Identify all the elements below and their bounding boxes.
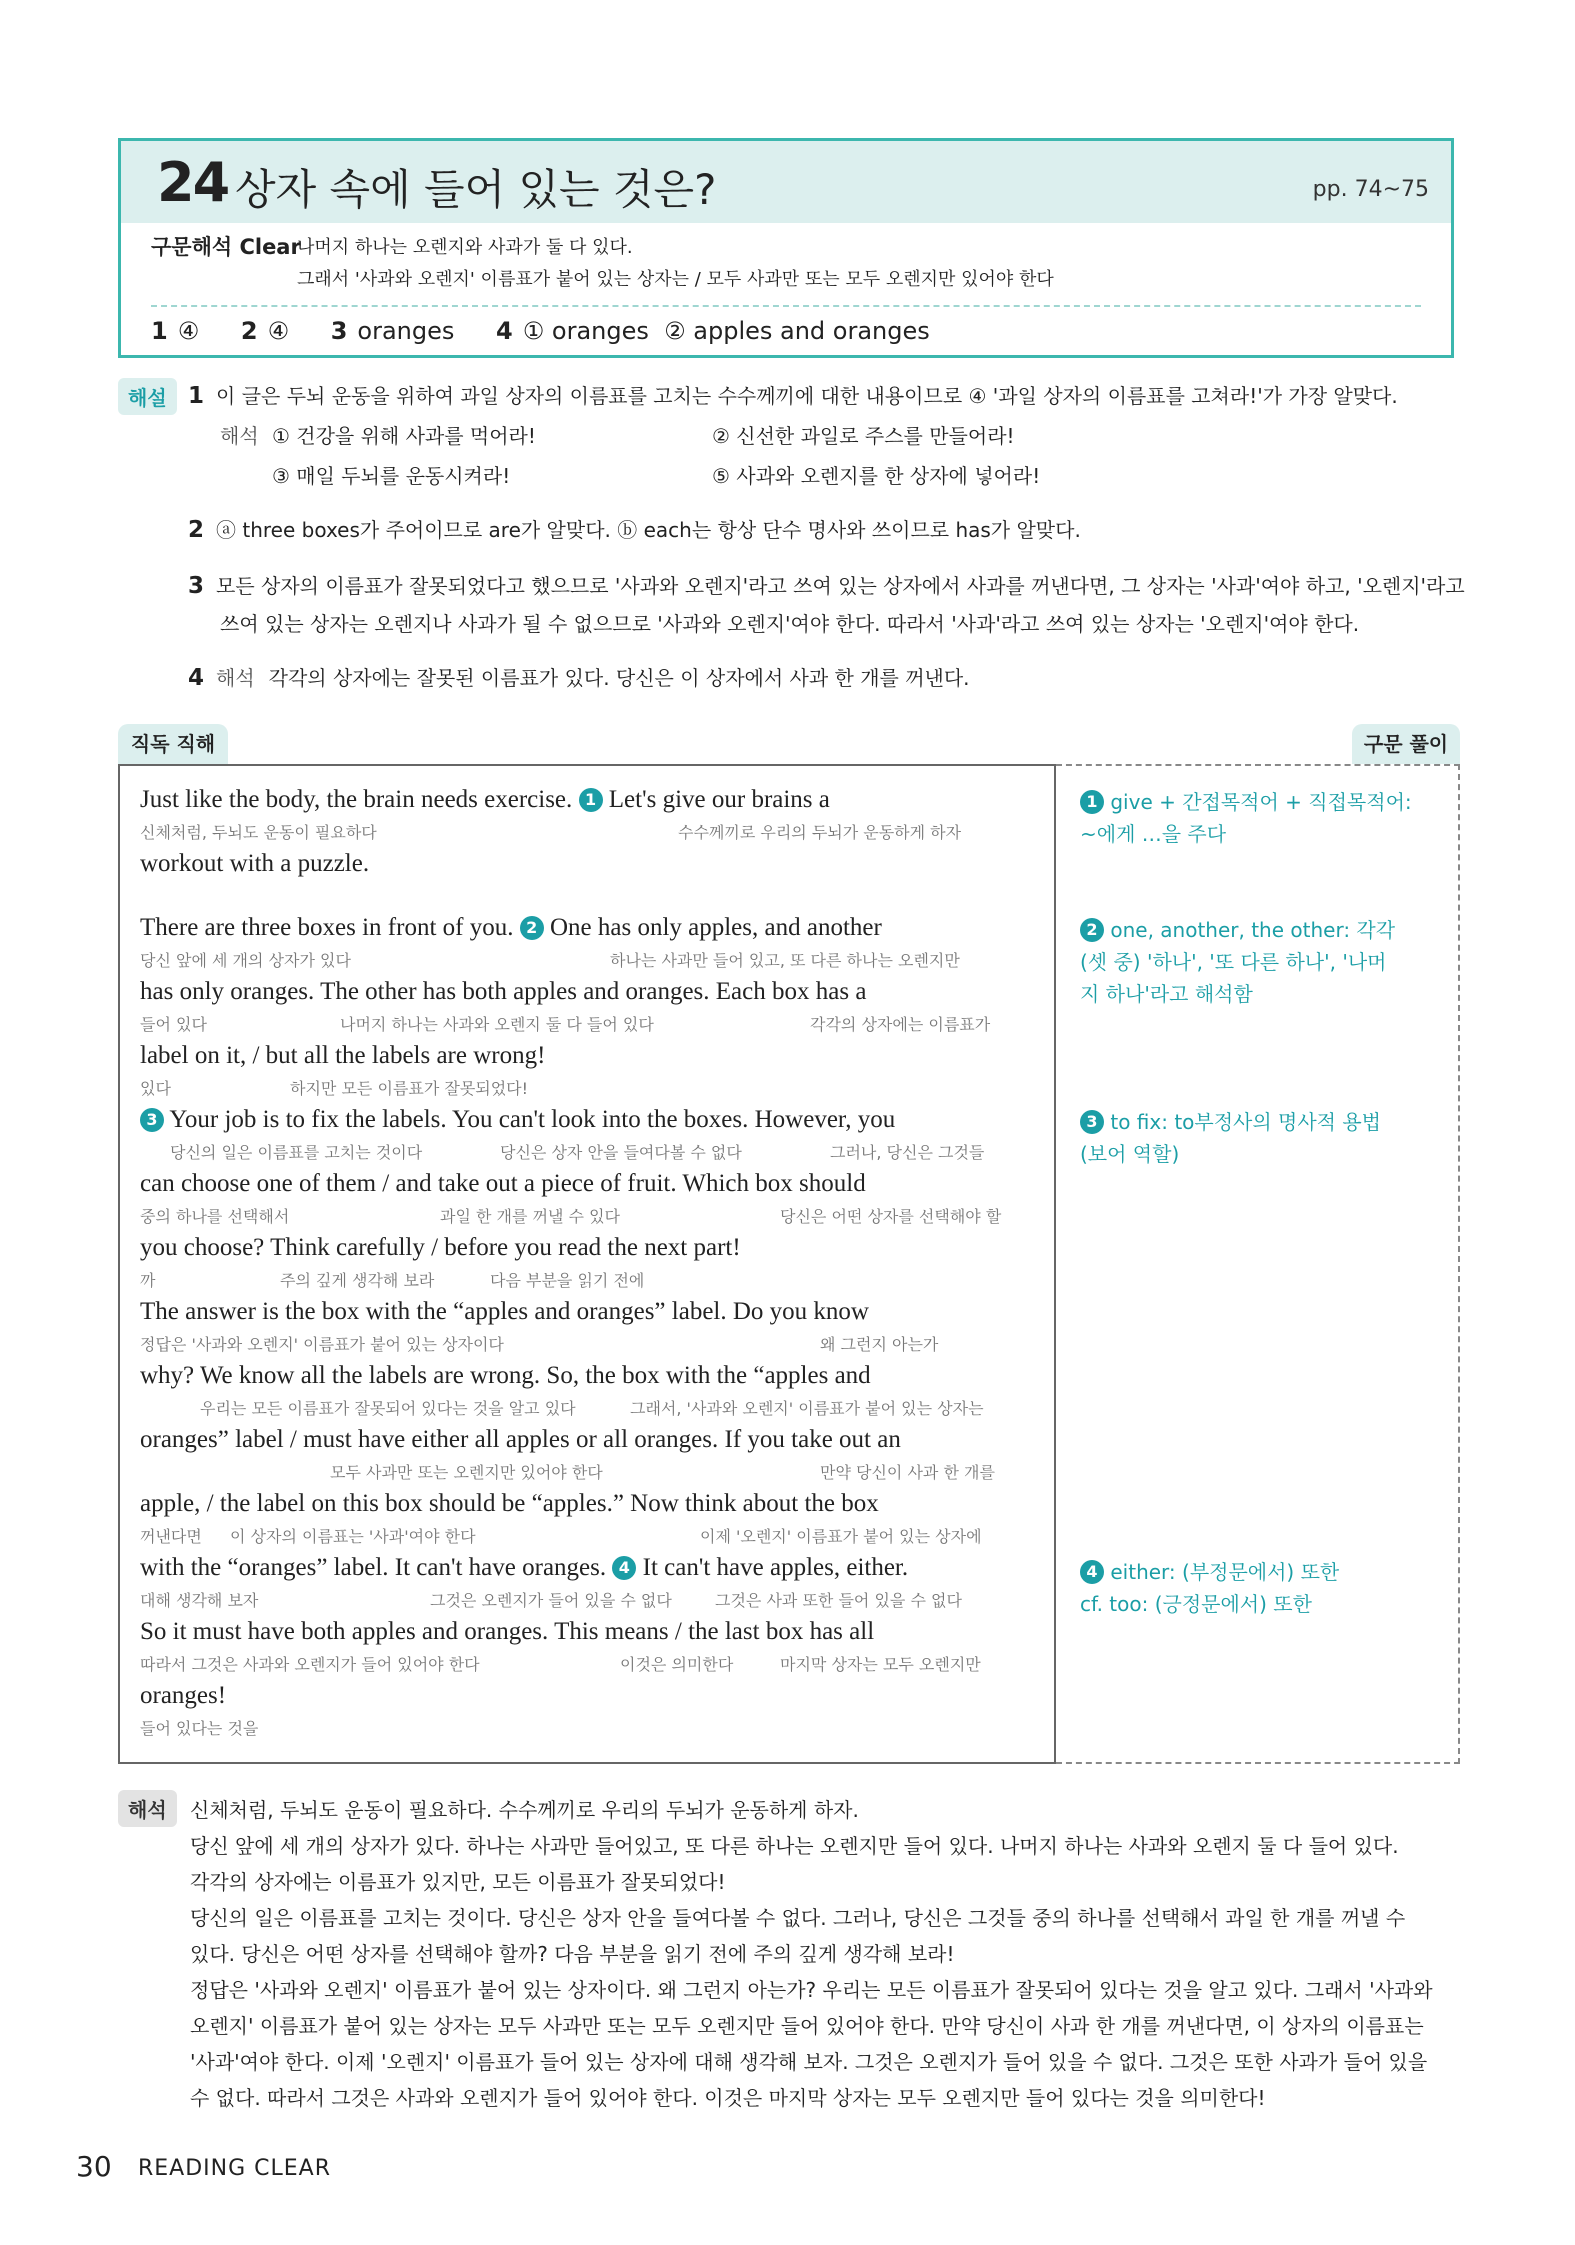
explanation-q3-line2: 쓰여 있는 상자는 오렌지나 사과가 될 수 없으므로 '사과와 오렌지'여야 한다. 따라서 '사과'라고 쓰여 있는 상자는 '오렌지'여야 한다.: [220, 612, 1360, 636]
reading-line: workout with a puzzle.: [140, 850, 370, 877]
reading-gloss: 이 상자의 이름표는 '사과'여야 한다: [230, 1527, 476, 1546]
reading-gloss: 그래서, '사과와 오렌지' 이름표가 붙어 있는 상자는: [630, 1399, 984, 1418]
reading-line: The answer is the box with the “apples and oranges” label. Do you know: [140, 1298, 869, 1325]
reading-line: oranges!: [140, 1682, 227, 1709]
note-3: 3 to fix: to부정사의 명사적 용법 (보어 역할): [1080, 1110, 1381, 1166]
note-marker: 2: [1080, 918, 1104, 942]
q1-option-2: ② 신선한 과일로 주스를 만들어라!: [712, 424, 1015, 448]
reading-gloss: 나머지 하나는 사과와 오렌지 둘 다 들어 있다: [340, 1015, 654, 1034]
answer-key: 1 ④ 2 ④ 3 oranges 4 ① oranges ② apples and oranges: [151, 317, 930, 345]
q1-option-3: ③ 매일 두뇌를 운동시켜라!: [272, 464, 511, 488]
sentence-marker: 3: [140, 1108, 164, 1132]
reading-line: can choose one of them / and take out a piece of fruit. Which box should: [140, 1170, 866, 1197]
reading-line: with the “oranges” label. It can't have oranges. 4 It can't have apples, either.: [140, 1554, 909, 1581]
translation-line: 당신 앞에 세 개의 상자가 있다. 하나는 사과만 들어있고, 또 다른 하나는 오렌지만 들어 있다. 나머지 하나는 사과와 오렌지 둘 다 들어 있다.: [190, 1834, 1399, 1858]
sentence-marker: 2: [520, 916, 544, 940]
divider: [151, 305, 1421, 307]
explanation-q4: 4 해석 각각의 상자에는 잘못된 이름표가 있다. 당신은 이 상자에서 사과 한 개를 꺼낸다.: [188, 665, 970, 691]
reading-gloss: 이제 '오렌지' 이름표가 붙어 있는 상자에: [700, 1527, 982, 1546]
reading-gloss: 그것은 사과 또한 들어 있을 수 없다: [715, 1591, 962, 1610]
reading-gloss: 당신의 일은 이름표를 고치는 것이다: [170, 1143, 423, 1162]
translation-line: 오렌지' 이름표가 붙어 있는 상자는 모두 사과만 또는 모두 오렌지만 들어 있어야 한다. 만약 당신이 사과 한 개를 꺼낸다면, 이 상자의 이름표는: [190, 2014, 1424, 2038]
reading-gloss: 하지만 모든 이름표가 잘못되었다!: [290, 1079, 529, 1098]
translation-line: 수 없다. 따라서 그것은 사과와 오렌지가 들어 있어야 한다. 이것은 마지막 상자는 모두 오렌지만 들어 있다는 것을 의미한다!: [190, 2086, 1266, 2110]
reading-gloss: 있다: [140, 1079, 171, 1098]
reading-line: you choose? Think carefully / before you read the next part!: [140, 1234, 741, 1261]
grammar-tag: 구문 풀이: [1352, 724, 1460, 764]
reading-line: Just like the body, the brain needs exercise. 1 Let's give our brains a: [140, 786, 830, 813]
reading-gloss: 하나는 사과만 들어 있고, 또 다른 하나는 오렌지만: [610, 951, 960, 970]
reading-gloss: 주의 깊게 생각해 보라: [280, 1271, 435, 1290]
reading-gloss: 모두 사과만 또는 오렌지만 있어야 한다: [330, 1463, 603, 1482]
reading-gloss: 들어 있다: [140, 1015, 207, 1034]
explanation-tag: 해설: [118, 378, 177, 415]
reading-gloss: 꺼낸다면: [140, 1527, 202, 1546]
reading-gloss: 당신은 상자 안을 들여다볼 수 없다: [500, 1143, 742, 1162]
note-2: 2 one, another, the other: 각각 (셋 중) '하나', '또 다른 하나', '나머 지 하나'라고 해석함: [1080, 918, 1396, 1006]
reading-gloss: 들어 있다는 것을: [140, 1719, 259, 1738]
reading-gloss: 대해 생각해 보자: [140, 1591, 259, 1610]
translation-line: 있다. 당신은 어떤 상자를 선택해야 할까? 다음 부분을 읽기 전에 주의 깊게 생각해 보라!: [190, 1942, 955, 1966]
note-marker: 1: [1080, 790, 1104, 814]
reading-gloss: 까: [140, 1271, 156, 1290]
reading-gloss: 당신 앞에 세 개의 상자가 있다: [140, 951, 351, 970]
translation-line: 각각의 상자에는 이름표가 있지만, 모든 이름표가 잘못되었다!: [190, 1870, 726, 1894]
q1-label: 해석: [220, 424, 259, 448]
reading-gloss: 마지막 상자는 모두 오렌지만: [780, 1655, 981, 1674]
explanation-q3: 3 모든 상자의 이름표가 잘못되었다고 했으므로 '사과와 오렌지'라고 쓰여 있는 상자에서 사과를 꺼낸다면, 그 상자는 '사과'여야 하고, '오렌지'라고: [188, 573, 1465, 599]
sentence-marker: 4: [612, 1556, 636, 1580]
note-4: 4 either: (부정문에서) 또한 cf. too: (긍정문에서) 또한: [1080, 1560, 1340, 1616]
reading-line: label on it, / but all the labels are wrong!: [140, 1042, 546, 1069]
note-marker: 3: [1080, 1110, 1104, 1134]
lesson-title: 상자 속에 들어 있는 것은?: [235, 165, 717, 214]
reading-gloss: 중의 하나를 선택해서: [140, 1207, 290, 1226]
explanation-q2: 2 ⓐ three boxes가 주어이므로 are가 알맞다. ⓑ each는 항상 단수 명사와 쓰이므로 has가 알맞다.: [188, 517, 1081, 543]
translation-line: 정답은 '사과와 오렌지' 이름표가 붙어 있는 상자이다. 왜 그런지 아는가? 우리는 모든 이름표가 잘못되어 있다는 것을 알고 있다. 그래서 '사과와: [190, 1978, 1433, 2002]
explanation-q1: 1 이 글은 두뇌 운동을 위하여 과일 상자의 이름표를 고치는 수수께끼에 대한 내용이므로 ④ '과일 상자의 이름표를 고쳐라!'가 가장 알맞다.: [188, 383, 1398, 409]
clear-line-2: 그래서 '사과와 오렌지' 이름표가 붙어 있는 상자는 / 모두 사과만 또는 모두 오렌지만 있어야 한다: [297, 269, 1054, 290]
reading-line: oranges” label / must have either all apples or all oranges. If you take out an: [140, 1426, 901, 1453]
translation-line: 당신의 일은 이름표를 고치는 것이다. 당신은 상자 안을 들여다볼 수 없다. 그러나, 당신은 그것들 중의 하나를 선택해서 과일 한 개를 꺼낼 수: [190, 1906, 1406, 1930]
page-range: pp. 74~75: [1312, 177, 1429, 202]
clear-line-1: 나머지 하나는 오렌지와 사과가 둘 다 있다.: [297, 237, 633, 258]
reading-line: has only oranges. The other has both apples and oranges. Each box has a: [140, 978, 867, 1005]
reading-gloss: 당신은 어떤 상자를 선택해야 할: [780, 1207, 1002, 1226]
page-number: 30: [76, 2150, 112, 2183]
q1-option-1: ① 건강을 위해 사과를 먹어라!: [272, 424, 536, 448]
book-title: READING CLEAR: [138, 2156, 332, 2181]
header-box: [118, 138, 1454, 358]
reading-gloss: 각각의 상자에는 이름표가: [810, 1015, 991, 1034]
note-1: 1 give + 간접목적어 + 직접목적어: ~에게 …을 주다: [1080, 790, 1412, 846]
reading-line: why? We know all the labels are wrong. So, the box with the “apples and: [140, 1362, 871, 1389]
q1-option-5: ⑤ 사과와 오렌지를 한 상자에 넣어라!: [712, 464, 1041, 488]
reading-line: There are three boxes in front of you. 2 One has only apples, and another: [140, 914, 882, 941]
reading-gloss: 정답은 '사과와 오렌지' 이름표가 붙어 있는 상자이다: [140, 1335, 504, 1354]
reading-line: So it must have both apples and oranges. This means / the last box has all: [140, 1618, 875, 1645]
clear-label: 구문해석 Clear: [151, 235, 301, 259]
reading-gloss: 그것은 오렌지가 들어 있을 수 없다: [430, 1591, 672, 1610]
reading-gloss: 이것은 의미한다: [620, 1655, 734, 1674]
reading-gloss: 따라서 그것은 사과와 오렌지가 들어 있어야 한다: [140, 1655, 480, 1674]
reading-gloss: 우리는 모든 이름표가 잘못되어 있다는 것을 알고 있다: [200, 1399, 576, 1418]
reading-gloss: 그러나, 당신은 그것들: [830, 1143, 985, 1162]
reading-gloss: 신체처럼, 두뇌도 운동이 필요하다: [140, 823, 377, 842]
note-marker: 4: [1080, 1560, 1104, 1584]
translation-line: '사과'여야 한다. 이제 '오렌지' 이름표가 들어 있는 상자에 대해 생각해 보자. 그것은 오렌지가 들어 있을 수 없다. 그것은 또한 사과가 들어 있을: [190, 2050, 1428, 2074]
translation-tag: 해석: [118, 1790, 177, 1827]
sentence-marker: 1: [579, 788, 603, 812]
reading-gloss: 왜 그런지 아는가: [820, 1335, 939, 1354]
reading-gloss: 수수께끼로 우리의 두뇌가 운동하게 하자: [678, 823, 962, 842]
translation-line: 신체처럼, 두뇌도 운동이 필요하다. 수수께끼로 우리의 두뇌가 운동하게 하자.: [190, 1798, 859, 1822]
reading-tag: 직독 직해: [118, 724, 228, 764]
reading-line: apple, / the label on this box should be “apples.” Now think about the box: [140, 1490, 879, 1517]
reading-gloss: 과일 한 개를 꺼낼 수 있다: [440, 1207, 620, 1226]
reading-gloss: 만약 당신이 사과 한 개를: [820, 1463, 995, 1482]
lesson-number: 24: [157, 151, 229, 214]
reading-gloss: 다음 부분을 읽기 전에: [490, 1271, 645, 1290]
reading-line: 3 Your job is to fix the labels. You can't look into the boxes. However, you: [140, 1106, 895, 1134]
